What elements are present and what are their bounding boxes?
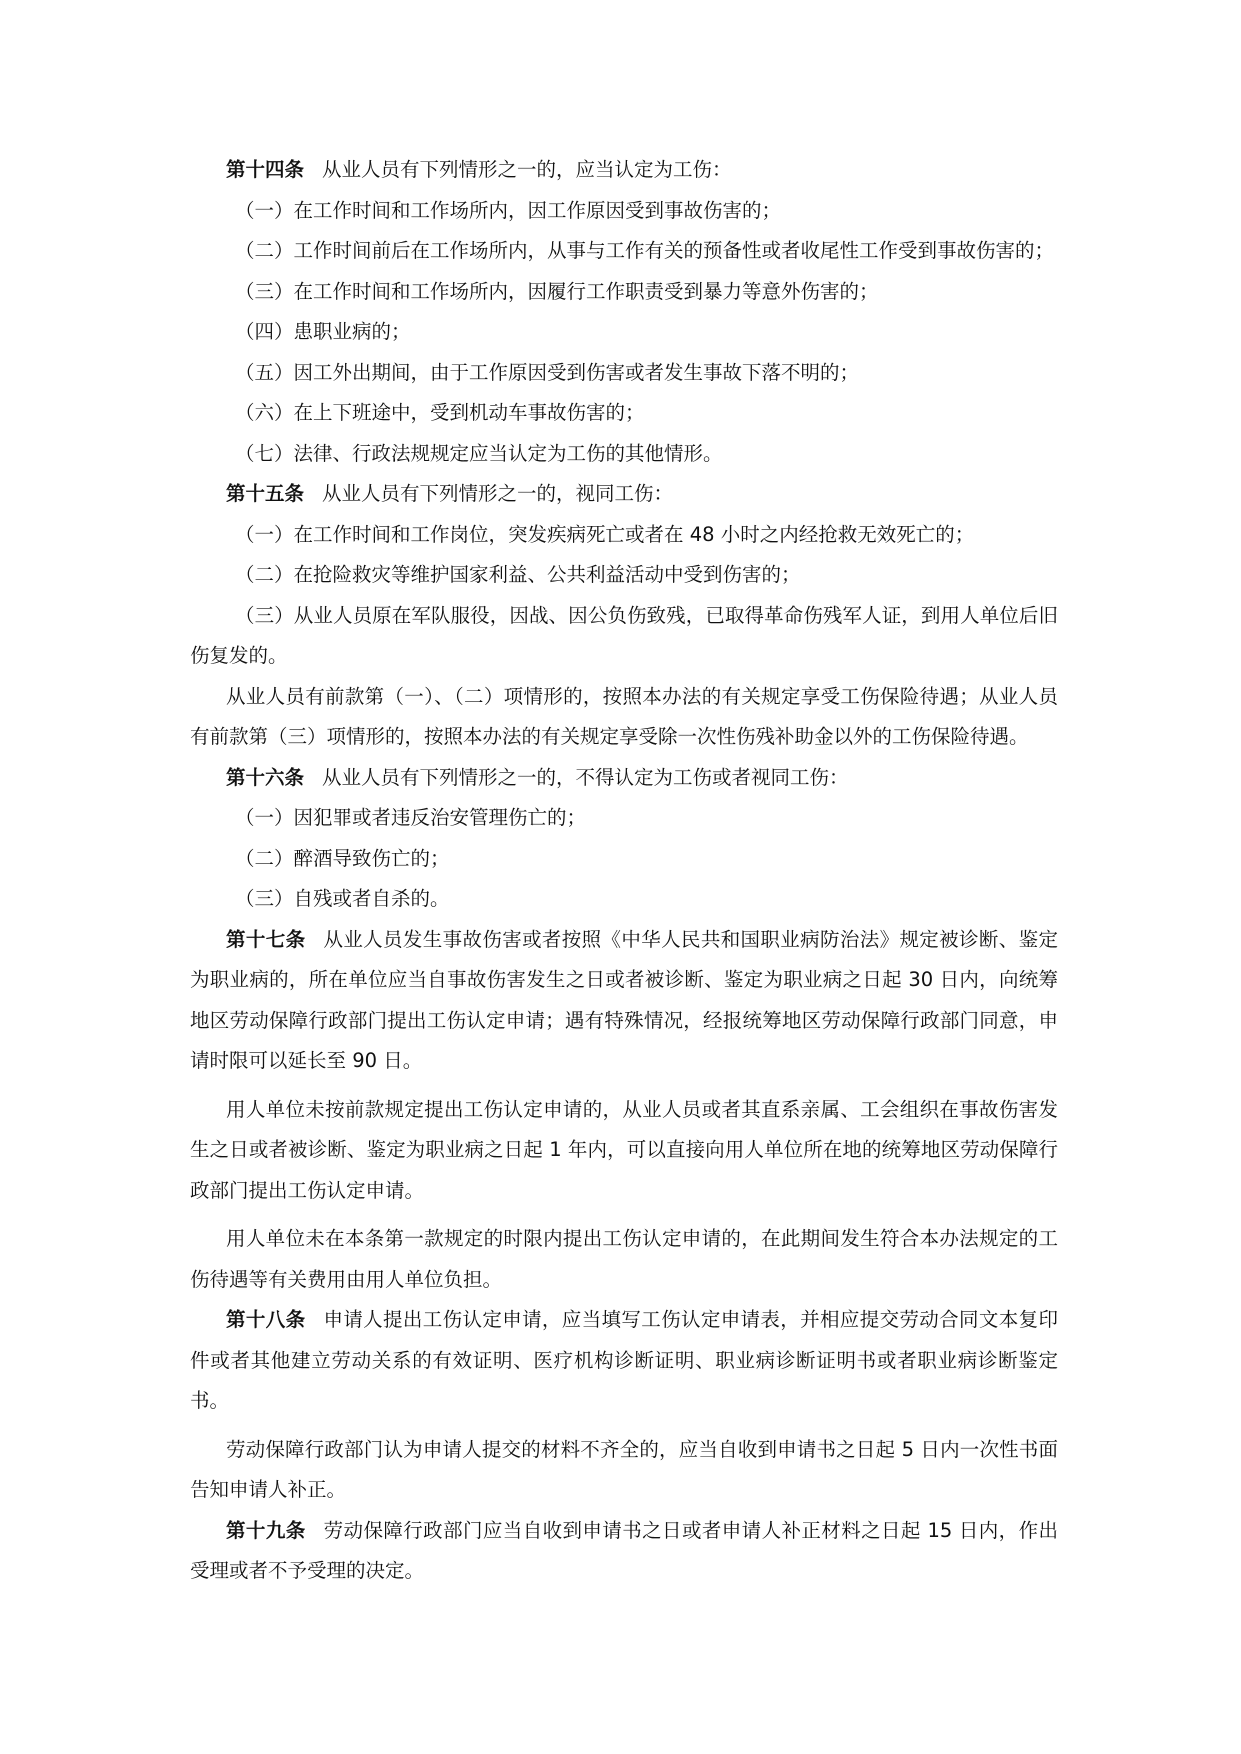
article-17-label: 第十七条 [226,927,306,951]
article-19-label: 第十九条 [226,1518,306,1542]
article-15-item-1: （一）在工作时间和工作岗位，突发疾病死亡或者在 48 小时之内经抢救无效死亡的； [235,522,975,546]
article-15-label: 第十五条 [226,482,305,505]
article-19-intro-text: 劳动保障行政部门应当自收到申请书之日或者申请人补正材料之日起 15 日内，作出受理或者不予受理的决定。 [190,1518,1058,1582]
article-17-paragraph-3: 用人单位未在本条第一款规定的时限内提出工伤认定申请的，在此期间发生符合本办法规定的工伤待遇等有关费用由用人单位负担。 [190,1227,1058,1291]
article-18-paragraph-2: 劳动保障行政部门认为申请人提交的材料不齐全的，应当自收到申请书之日起 5 日内一次性书面告知申请人补正。 [190,1437,1058,1501]
article-14-item-6: （六）在上下班途中，受到机动车事故伤害的； [235,401,645,424]
article-14-item-5: （五）因工外出期间，由于工作原因受到伤害或者发生事故下落不明的； [235,360,860,384]
article-14-item-3: （三）在工作时间和工作场所内，因履行工作职责受到暴力等意外伤害的； [235,279,879,303]
article-14-item-4: （四）患职业病的； [235,320,411,343]
article-19-intro [190,1511,1058,1592]
article-14-intro-text: 从业人员有下列情形之一的，应当认定为工伤： [322,158,732,181]
article-16-intro [190,758,1058,799]
article-16-item-2: （二）醉酒导致伤亡的； [235,846,450,870]
article-15-item-2: （二）在抢险救灾等维护国家利益、公共利益活动中受到伤害的； [235,563,801,586]
article-15-paragraph-2: 从业人员有前款第（一）、（二）项情形的，按照本办法的有关规定享受工伤保险待遇；从业人员有前款第（三）项情形的，按照本办法的有关规定享受除一次性伤残补助金以外的工伤保险待遇。 [190,684,1058,748]
article-18-intro-text: 申请人提出工伤认定申请，应当填写工伤认定申请表，并相应提交劳动合同文本复印件或者其他建立劳动关系的有效证明、医疗机构诊断证明、职业病诊断证明书或者职业病诊断鉴定书。 [190,1308,1058,1412]
article-16-item-1: （一）因犯罪或者违反治安管理伤亡的； [235,806,587,829]
document-body [190,150,1058,1592]
article-14-item-1: （一）在工作时间和工作场所内，因工作原因受到事故伤害的； [235,198,782,222]
article-17-intro [190,920,1058,1082]
article-14-item-7: （七）法律、行政法规规定应当认定为工伤的其他情形。 [235,441,723,465]
article-14-intro [190,150,1058,191]
article-17-paragraph-2: 用人单位未按前款规定提出工伤认定申请的，从业人员或者其直系亲属、工会组织在事故伤害发生之日或者被诊断、鉴定为职业病之日起 1 年内，可以直接向用人单位所在地的统筹地区劳动保障行政部门提出工伤认定申请。 [190,1097,1058,1202]
article-18-label: 第十八条 [226,1308,306,1331]
article-16-label: 第十六条 [226,765,305,789]
article-16-intro-text: 从业人员有下列情形之一的，不得认定为工伤或者视同工伤： [322,765,849,789]
article-16-item-3: （三）自残或者自杀的。 [235,887,450,910]
article-15-intro-text: 从业人员有下列情形之一的，视同工伤： [322,482,674,505]
article-17-intro-text: 从业人员发生事故伤害或者按照《中华人民共和国职业病防治法》规定被诊断、鉴定为职业病的，所在单位应当自事故伤害发生之日或者被诊断、鉴定为职业病之日起 30 日内，向统筹地区劳动保障行政部门提出工伤认定申请；遇有特殊情况，经报统筹地区劳动保障行政部门同意，申请时限可以延长至 90 日。 [190,927,1058,1072]
article-14-item-2: （二）工作时间前后在工作场所内，从事与工作有关的预备性或者收尾性工作受到事故伤害的； [235,239,1055,262]
article-18-intro [190,1300,1058,1422]
article-14-label: 第十四条 [226,158,305,181]
article-15-intro [190,474,1058,515]
article-15-item-3: （三）从业人员原在军队服役，因战、因公负伤致残，已取得革命伤残军人证，到用人单位后旧伤复发的。 [190,603,1058,667]
